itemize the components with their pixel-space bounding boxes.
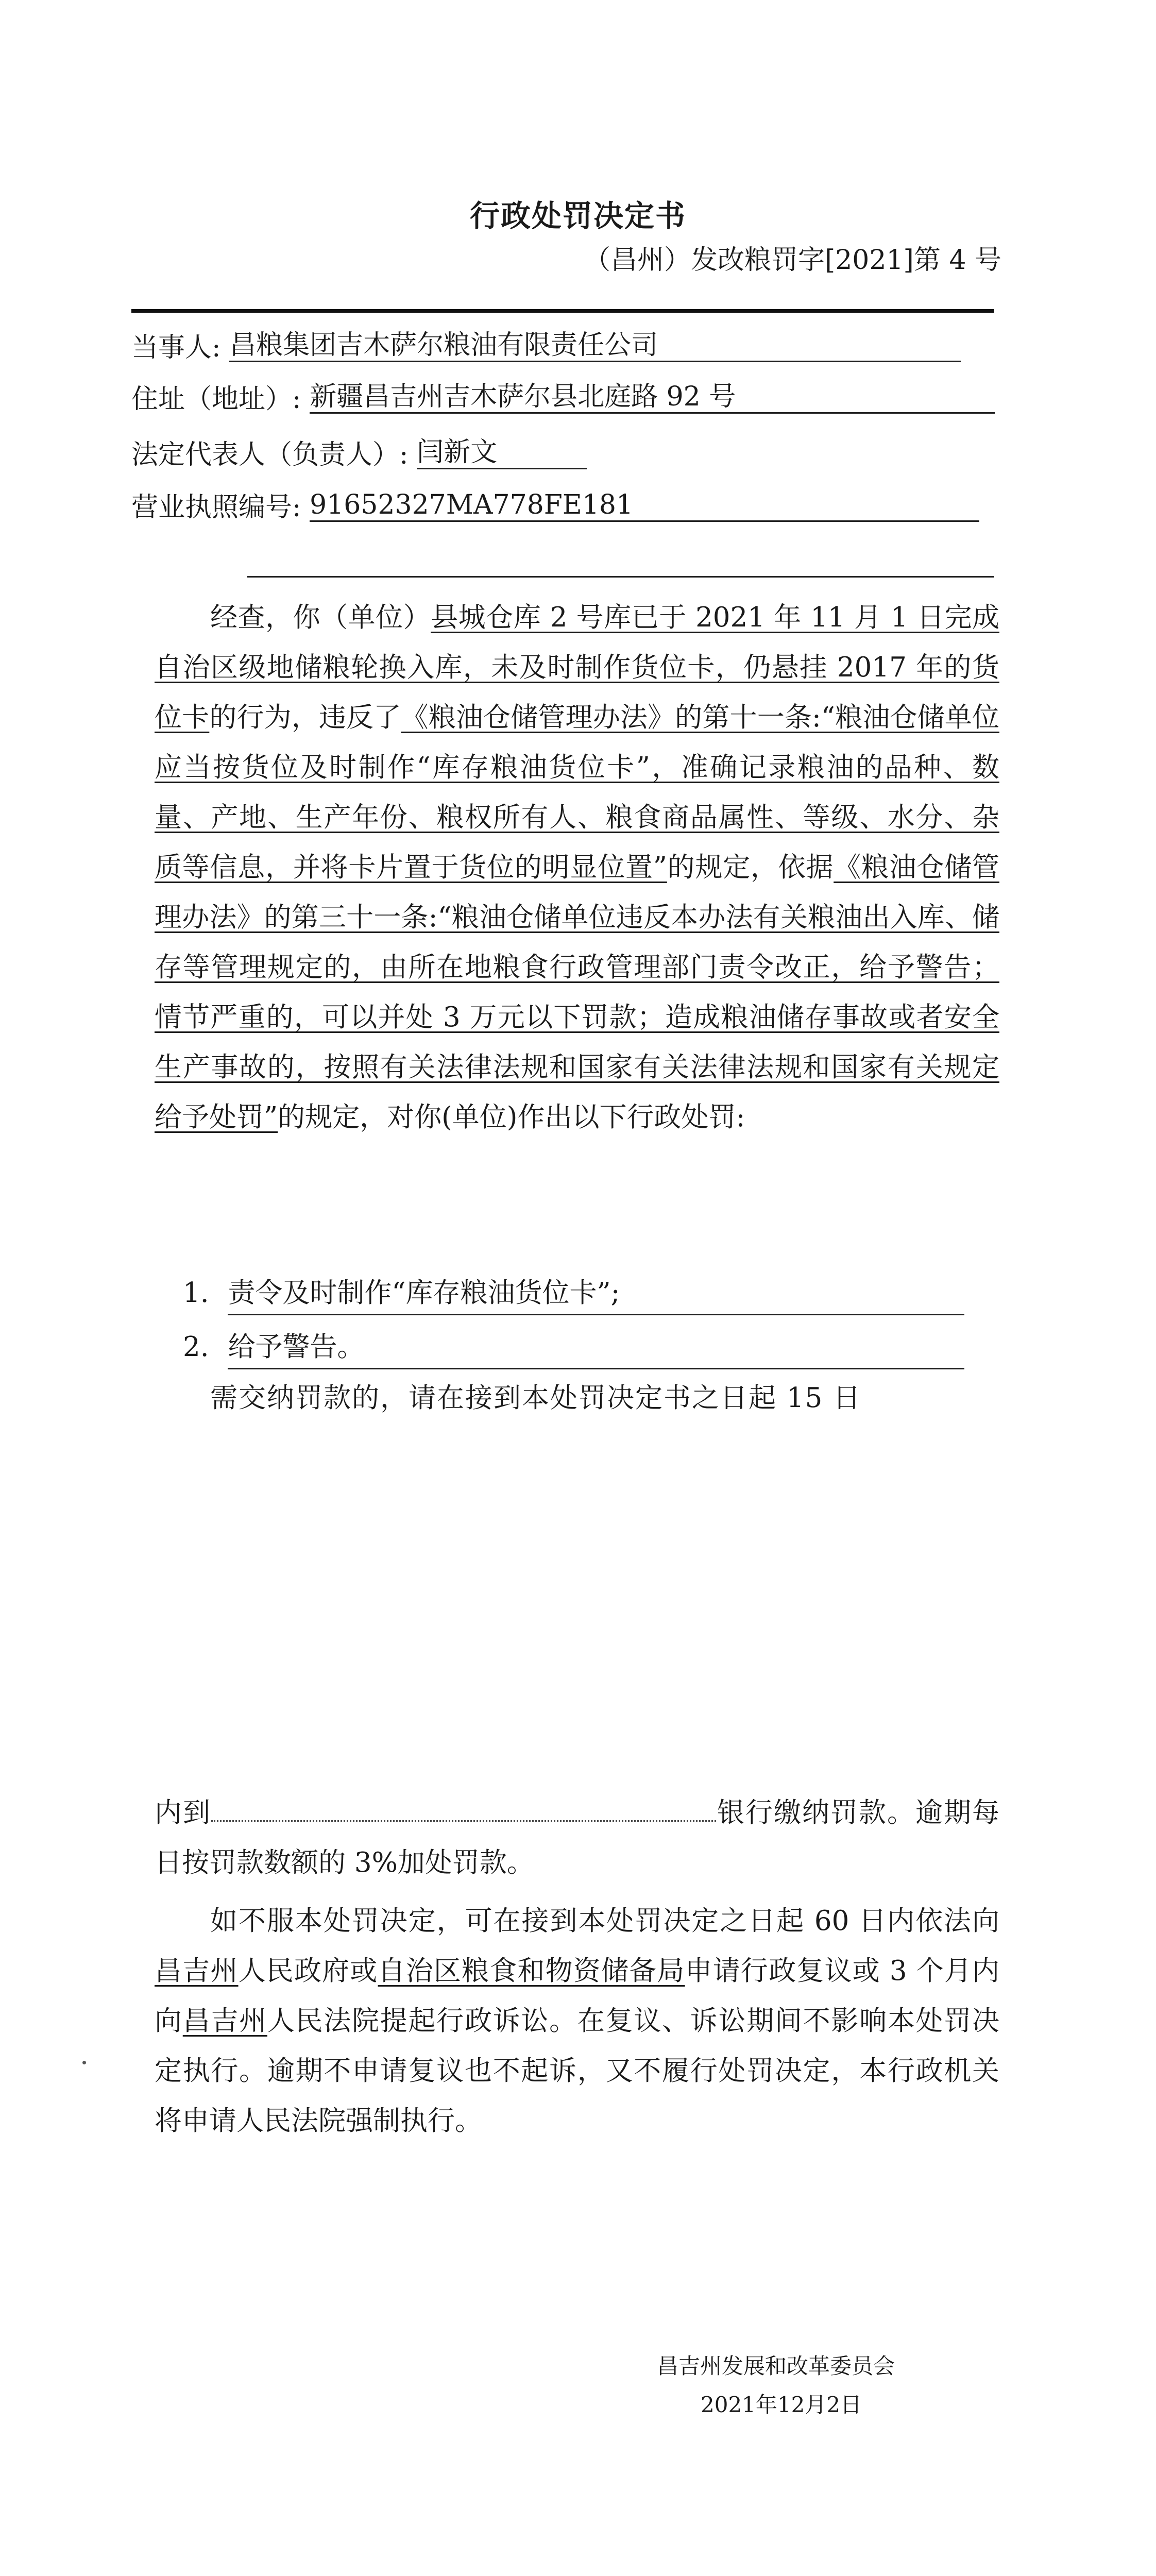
findings-paragraph [155,592,999,1142]
fine-instruction-start [155,1373,999,1423]
findings-basis-text: 的规定，依据 [667,852,834,883]
appeal-bureau: 自治区粮食和物资储备局 [378,1955,685,1987]
fine-instruction-bank-text: 银行缴纳罚款。逾期每日按罚款数额的 3%加处罚款。 [155,1797,999,1878]
penalty-item-2-text: 给予警告。 [228,1327,964,1369]
document-title: 行政处罚决定书 [469,198,686,233]
representative-label: 法定代表人（负责人）: [131,439,409,470]
address-value: 新疆昌吉州吉木萨尔县北庭路 92 号 [310,381,995,414]
blank-underline [247,576,994,578]
address-field [131,381,995,417]
appeal-text-c: 申请行政复议或 3 个月内向 [155,1955,1000,2037]
penalty-item-1-text: 责令及时制作“库存粮油货位卡”; [228,1273,964,1315]
appeal-text-d: 人民法院提起行政诉讼。在复议、诉讼期间不影响本处罚决定执行。逾期不申请复议也不起诉，又不履行处罚决定，本行政机关将申请人民法院强制执行。 [155,2005,1000,2137]
license-value: 91652327MA778FE181 [310,489,979,522]
issuing-organization: 昌吉州发展和改革委员会 [657,2353,895,2379]
appeal-court: 昌吉州 [182,2005,267,2037]
party-field [131,330,961,366]
address-label: 住址（地址）: [131,384,301,415]
fine-instruction-text: 需交纳罚款的，请在接到本处罚决定书之日起 15 日 [210,1382,862,1414]
fine-instruction-continued [155,1788,999,1888]
penalty-basis-regulation: 《粮油仓储管理办法》的第三十一条:“粮油仓储单位违反本办法有关粮油出入库、储存等管理规定的，由所在地粮食行政管理部门责令改正，给予警告；情节严重的，可以并处 3 万元以下罚款；造成粮油储存事故或者安全生产事故的，按照有关法律法规和国家有关法律法规和国家有关规定给予处罚” [155,852,1000,1133]
penalty-item-2-number: 2. [183,1331,209,1363]
issue-date: 2021年12月2日 [701,2392,862,2417]
representative-field [131,437,587,473]
findings-violation-text: 的行为，违反了 [209,702,401,733]
findings-intro: 经查，你（单位） [210,602,431,633]
findings-decision-text: 的规定，对你(单位)作出以下行政处罚: [278,1101,745,1133]
penalty-item-1-number: 1. [183,1277,209,1309]
bank-name-blank [211,1793,716,1822]
penalty-item-2 [183,1327,964,1368]
license-field [131,489,979,526]
party-label: 当事人: [131,332,221,363]
findings-facts: 县城仓库 2 号库已于 2021 年 11 月 1 日完成自治区级地储粮轮换入库，未及时制作货位卡，仍悬挂 2017 年的货位卡 [155,602,1000,733]
violated-regulation: 《粮油仓储管理办法》的第十一条:“粮油仓储单位应当按货位及时制作“库存粮油货位卡”，准确记录粮油的品种、数量、产地、生产年份、粮权所有人、粮食商品属性、等级、水分、杂质等信息，并将卡片置于货位的明显位置” [155,702,1000,883]
fine-instruction-to: 内到 [155,1797,211,1828]
scan-dot [82,2061,86,2064]
appeal-intro: 如不服本处罚决定，可在接到本处罚决定之日起 60 日内依法向 [210,1905,999,1937]
document-number: （昌州）发改粮罚字[2021]第 4 号 [583,245,1001,276]
representative-value: 闫新文 [417,437,587,469]
party-value: 昌粮集团吉木萨尔粮油有限责任公司 [229,330,961,362]
header-rule [131,309,994,313]
license-label: 营业执照编号: [131,492,301,523]
penalty-item-1 [183,1273,964,1314]
appeal-text-b: 人民政府或 [238,1955,378,1987]
appeal-paragraph [155,1896,999,2146]
appeal-government: 昌吉州 [155,1955,239,1987]
